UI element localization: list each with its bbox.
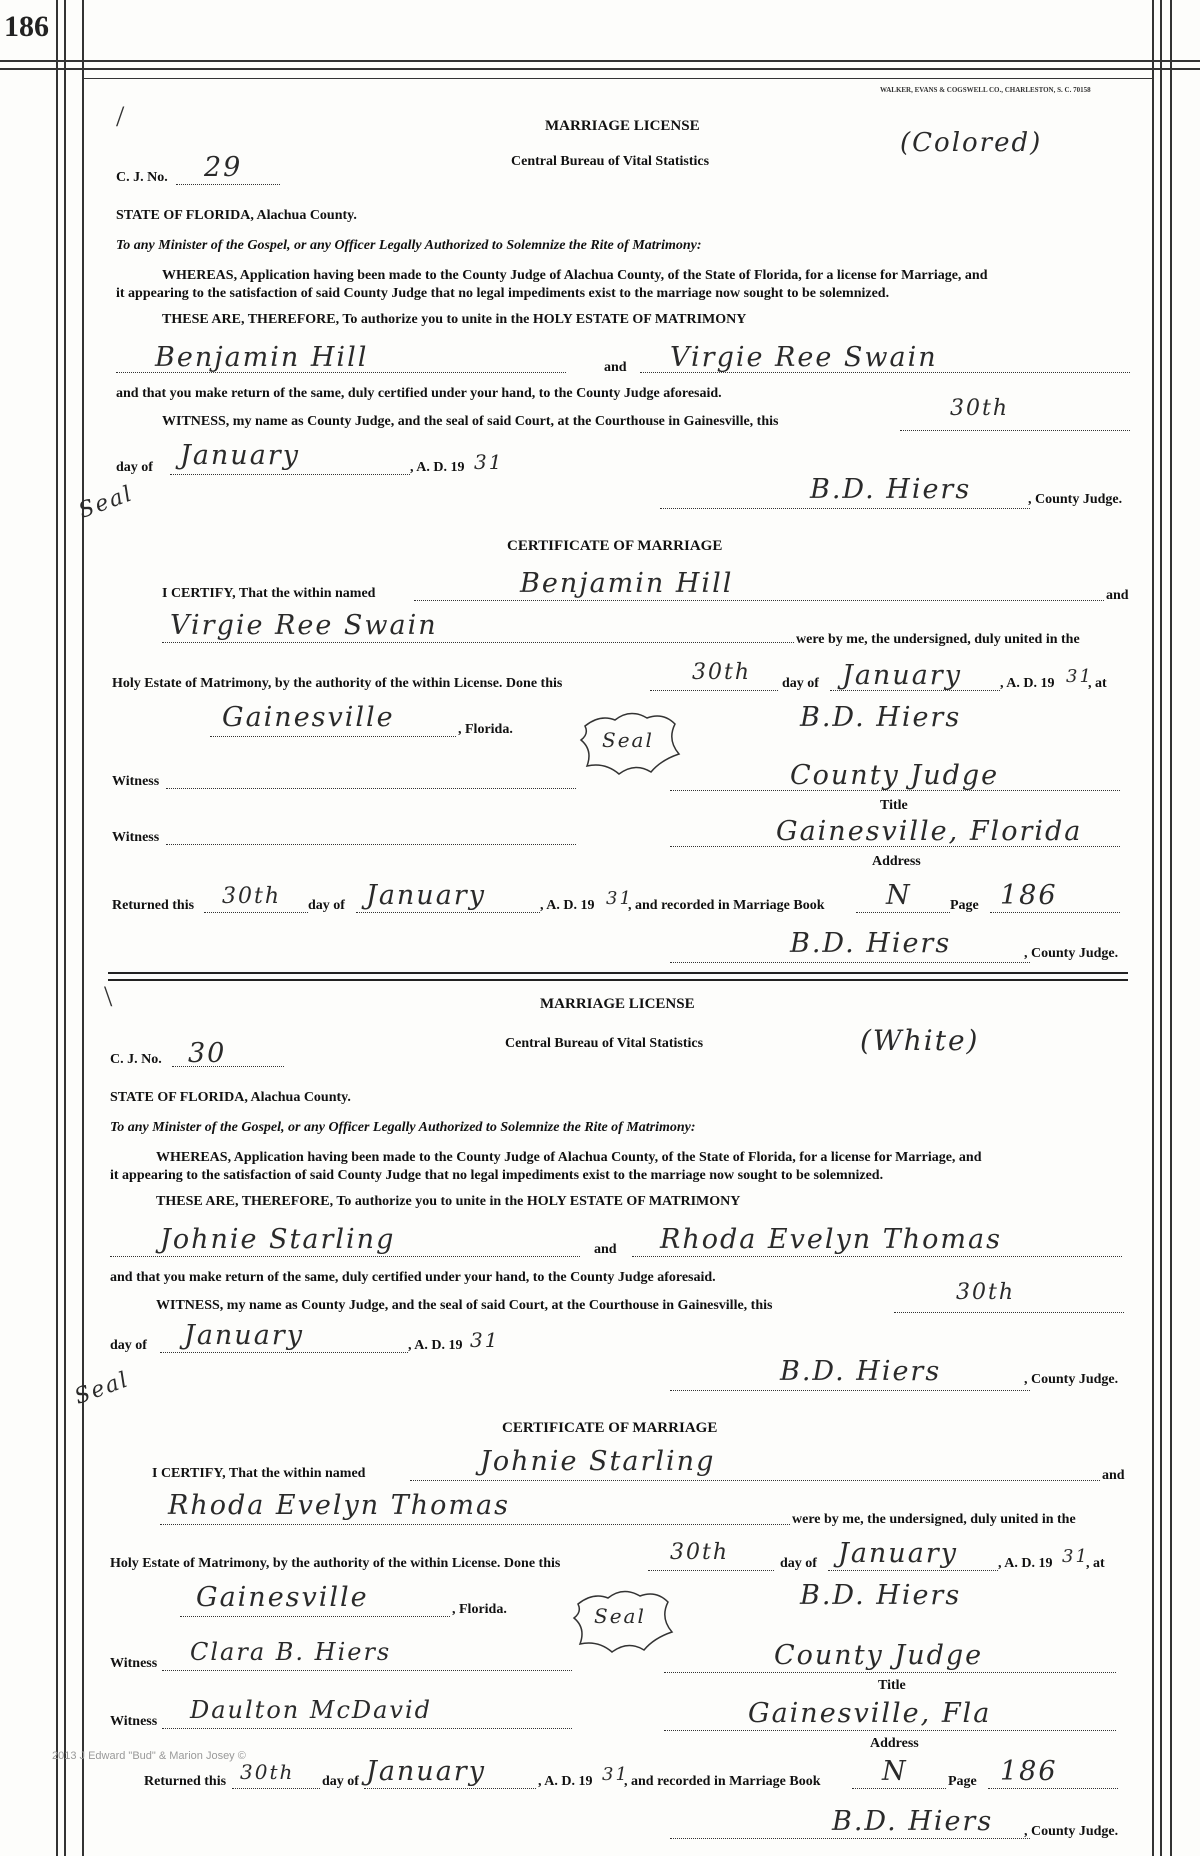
place: Gainesville (196, 1582, 369, 1613)
officiant-title: County Judge (774, 1640, 984, 1671)
holy-line: Holy Estate of Matrimony, by the authority of the within License. Done this (110, 1556, 561, 1571)
groom-line (414, 600, 1104, 601)
witness-day: 30th (950, 396, 1010, 421)
left-border-line-3 (82, 0, 84, 1856)
whereas-line-2: it appearing to the satisfaction of said County Judge that no legal impediments exist to the marriage now sought to be solemnized. (110, 1168, 884, 1183)
returned-day: 30th (222, 884, 282, 909)
address-label: Address (872, 854, 921, 869)
title-label: Title (880, 798, 908, 813)
license-title: MARRIAGE LICENSE (545, 118, 700, 134)
address-label: Address (870, 1736, 919, 1751)
done-day-line (648, 1570, 774, 1571)
certificate-title: CERTIFICATE OF MARRIAGE (507, 538, 723, 554)
certificate-title: CERTIFICATE OF MARRIAGE (502, 1420, 718, 1436)
judge-signature: B.D. Hiers (810, 474, 972, 505)
united-line: were by me, the undersigned, duly united in the (792, 1512, 1076, 1527)
month-line (160, 1352, 408, 1353)
book-letter: N (882, 1756, 908, 1787)
seal-mark: Seal (75, 481, 137, 524)
left-border-line-1 (56, 0, 58, 1856)
returned-day-line (232, 1788, 320, 1789)
bride-name: Virgie Ree Swain (170, 610, 438, 641)
returned-day: 30th (240, 1760, 295, 1784)
groom-line (410, 1480, 1100, 1481)
top-border-line-1 (0, 60, 1200, 62)
groom-name: Johnie Starling (480, 1446, 716, 1477)
judge-signature: B.D. Hiers (790, 928, 952, 959)
holy-line: Holy Estate of Matrimony, by the authority of the within License. Done this (112, 676, 563, 691)
page-value: 186 (1000, 880, 1058, 911)
bureau-name: Central Bureau of Vital Statistics (511, 154, 710, 169)
cj-number-label: C. J. No. (116, 170, 168, 185)
right-border-line-2 (1160, 0, 1162, 1856)
returned-day-of-label: day of (308, 898, 345, 913)
witness-1-line (162, 1670, 572, 1671)
at-label: , at (1086, 1556, 1105, 1571)
month: January (838, 1538, 958, 1569)
day-of-label: day of (780, 1556, 817, 1571)
witness-label-2: Witness (112, 830, 160, 845)
year: 31 (1066, 666, 1093, 687)
cj-number: 29 (204, 152, 243, 183)
race-note: (Colored) (900, 128, 1043, 158)
groom-name: Benjamin Hill (155, 342, 369, 373)
check-mark: / (116, 100, 125, 133)
ad-label: , A. D. 19 (408, 1338, 463, 1353)
witness-2-name: Daulton McDavid (190, 1696, 433, 1724)
section-divider (108, 972, 1128, 981)
and-word: and (604, 360, 627, 375)
ad-label: , A. D. 19 (410, 460, 465, 475)
at-label: , at (1088, 676, 1107, 691)
race-note: (White) (860, 1024, 980, 1057)
year: 31 (474, 450, 504, 474)
returned-year: 31 (602, 1764, 629, 1785)
and-word: and (594, 1242, 617, 1257)
seal-mark: Seal (602, 728, 654, 752)
address-line: To any Minister of the Gospel, or any Officer Legally Authorized to Solemnize the Rite of Matrimony: (110, 1120, 696, 1135)
witness-day: 30th (956, 1280, 1016, 1305)
book-line (852, 1788, 946, 1789)
returned-month-line (356, 912, 540, 913)
whereas-line-2: it appearing to the satisfaction of said County Judge that no legal impediments exist to the marriage now sought to be solemnized. (116, 286, 890, 301)
state-line: STATE OF FLORIDA, Alachua County. (116, 208, 357, 223)
witness-2-line (162, 1728, 572, 1729)
judge-line (670, 962, 1030, 963)
witness-2-line (166, 844, 576, 845)
month-line (170, 474, 410, 475)
done-day-line (650, 690, 778, 691)
return-line: and that you make return of the same, duly certified under your hand, to the County Judge aforesaid. (116, 386, 722, 401)
judge-signature: B.D. Hiers (832, 1806, 994, 1837)
done-day: 30th (692, 660, 752, 685)
returned-month: January (366, 1756, 486, 1787)
witness-1-line (166, 788, 576, 789)
day-of-label: day of (782, 676, 819, 691)
address-line: To any Minister of the Gospel, or any Officer Legally Authorized to Solemnize the Rite of Matrimony: (116, 238, 702, 253)
florida-label: , Florida. (458, 722, 513, 737)
recorded-label: , and recorded in Marriage Book (628, 898, 825, 913)
officiant-signature: B.D. Hiers (800, 1580, 962, 1611)
address-line (664, 1730, 1116, 1731)
month-line (828, 1570, 998, 1571)
cj-number-label: C. J. No. (110, 1052, 162, 1067)
right-border-line-1 (1152, 0, 1154, 1856)
witness-label-1: Witness (110, 1656, 158, 1671)
returned-label: Returned this (112, 898, 195, 913)
witness-day-line (900, 430, 1130, 431)
license-title: MARRIAGE LICENSE (540, 996, 695, 1012)
officiant-title: County Judge (790, 760, 1000, 791)
day-of-label: day of (116, 460, 153, 475)
witness-label-1: Witness (112, 774, 160, 789)
judge-line (660, 508, 1030, 509)
cj-number-line (176, 184, 280, 185)
month: January (180, 440, 300, 471)
year: 31 (470, 1328, 500, 1352)
year: 31 (1062, 1546, 1089, 1567)
officiant-address: Gainesville, Florida (776, 816, 1083, 847)
returned-ad-label: , A. D. 19 (540, 898, 595, 913)
certify-line: I CERTIFY, That the within named (162, 586, 376, 601)
done-day: 30th (670, 1540, 730, 1565)
page-value: 186 (1000, 1756, 1058, 1787)
month: January (842, 660, 962, 691)
returned-label: Returned this (144, 1774, 227, 1789)
bride-line (160, 1524, 790, 1525)
returned-day-of-label: day of (322, 1774, 359, 1789)
bride-line (162, 642, 794, 643)
whereas-line-1: WHEREAS, Application having been made to the County Judge of Alachua County, of the State of Florida, for a license for Marriage, and (162, 268, 988, 283)
county-judge-label: , County Judge. (1024, 1824, 1119, 1839)
certify-line: I CERTIFY, That the within named (152, 1466, 366, 1481)
seal-mark: Seal (71, 1367, 133, 1410)
returned-ad-label: , A. D. 19 (538, 1774, 593, 1789)
ad-label: , A. D. 19 (998, 1556, 1053, 1571)
page-label: Page (948, 1774, 977, 1789)
county-judge-label: , County Judge. (1028, 492, 1123, 507)
officiant-address: Gainesville, Fla (748, 1698, 992, 1729)
copyright-note: 2013 J Edward "Bud" & Marion Josey © (52, 1750, 246, 1762)
book-line (856, 912, 950, 913)
top-border-line-2 (0, 68, 1200, 70)
whereas-line-1: WHEREAS, Application having been made to the County Judge of Alachua County, of the State of Florida, for a license for Marriage, and (156, 1150, 982, 1165)
witness-day-line (894, 1312, 1124, 1313)
returned-month-line (364, 1788, 536, 1789)
judge-line (670, 1838, 1030, 1839)
authorize-line: THESE ARE, THEREFORE, To authorize you to unite in the HOLY ESTATE OF MATRIMONY (162, 312, 747, 327)
witness-line: WITNESS, my name as County Judge, and the seal of said Court, at the Courthouse in Gainesville, this (162, 414, 779, 429)
judge-line (670, 1390, 1030, 1391)
returned-year: 31 (606, 888, 633, 909)
united-line: were by me, the undersigned, duly united in the (796, 632, 1080, 647)
right-border-line-3 (1170, 0, 1172, 1856)
title-line (664, 1672, 1116, 1673)
place-line (210, 736, 456, 737)
page-number: 186 (4, 10, 49, 43)
witness-line: WITNESS, my name as County Judge, and the seal of said Court, at the Courthouse in Gainesville, this (156, 1298, 773, 1313)
authorize-line: THESE ARE, THEREFORE, To authorize you to unite in the HOLY ESTATE OF MATRIMONY (156, 1194, 741, 1209)
bureau-name: Central Bureau of Vital Statistics (505, 1036, 704, 1051)
officiant-signature: B.D. Hiers (800, 702, 962, 733)
groom-line (110, 1256, 580, 1257)
month: January (184, 1320, 304, 1351)
top-border-line-3 (82, 78, 1152, 79)
bride-line (632, 1256, 1122, 1257)
judge-signature: B.D. Hiers (780, 1356, 942, 1387)
bride-name: Virgie Ree Swain (670, 342, 938, 373)
florida-label: , Florida. (452, 1602, 507, 1617)
county-judge-label: , County Judge. (1024, 946, 1119, 961)
seal-mark: Seal (594, 1604, 646, 1628)
groom-name: Johnie Starling (160, 1224, 396, 1255)
county-judge-label: , County Judge. (1024, 1372, 1119, 1387)
page-line (988, 1788, 1118, 1789)
check-mark: \ (104, 980, 113, 1013)
and-word: and (1106, 588, 1129, 603)
printer-imprint: WALKER, EVANS & COGSWELL CO., CHARLESTON, S. C. 70158 (880, 86, 1091, 94)
and-word: and (1102, 1468, 1125, 1483)
state-line: STATE OF FLORIDA, Alachua County. (110, 1090, 351, 1105)
returned-day-line (204, 912, 308, 913)
title-label: Title (878, 1678, 906, 1693)
day-of-label: day of (110, 1338, 147, 1353)
book-letter: N (886, 880, 912, 911)
witness-label-2: Witness (110, 1714, 158, 1729)
recorded-label: , and recorded in Marriage Book (624, 1774, 821, 1789)
place-line (180, 1616, 450, 1617)
groom-name: Benjamin Hill (520, 568, 734, 599)
return-line: and that you make return of the same, duly certified under your hand, to the County Judge aforesaid. (110, 1270, 716, 1285)
cj-number: 30 (188, 1038, 227, 1069)
witness-1-name: Clara B. Hiers (190, 1638, 392, 1666)
place: Gainesville (222, 702, 395, 733)
ad-label: , A. D. 19 (1000, 676, 1055, 691)
bride-name: Rhoda Evelyn Thomas (660, 1224, 1002, 1255)
returned-month: January (366, 880, 486, 911)
page-line (990, 912, 1120, 913)
left-border-line-2 (64, 0, 66, 1856)
bride-name: Rhoda Evelyn Thomas (168, 1490, 510, 1521)
page-label: Page (950, 898, 979, 913)
